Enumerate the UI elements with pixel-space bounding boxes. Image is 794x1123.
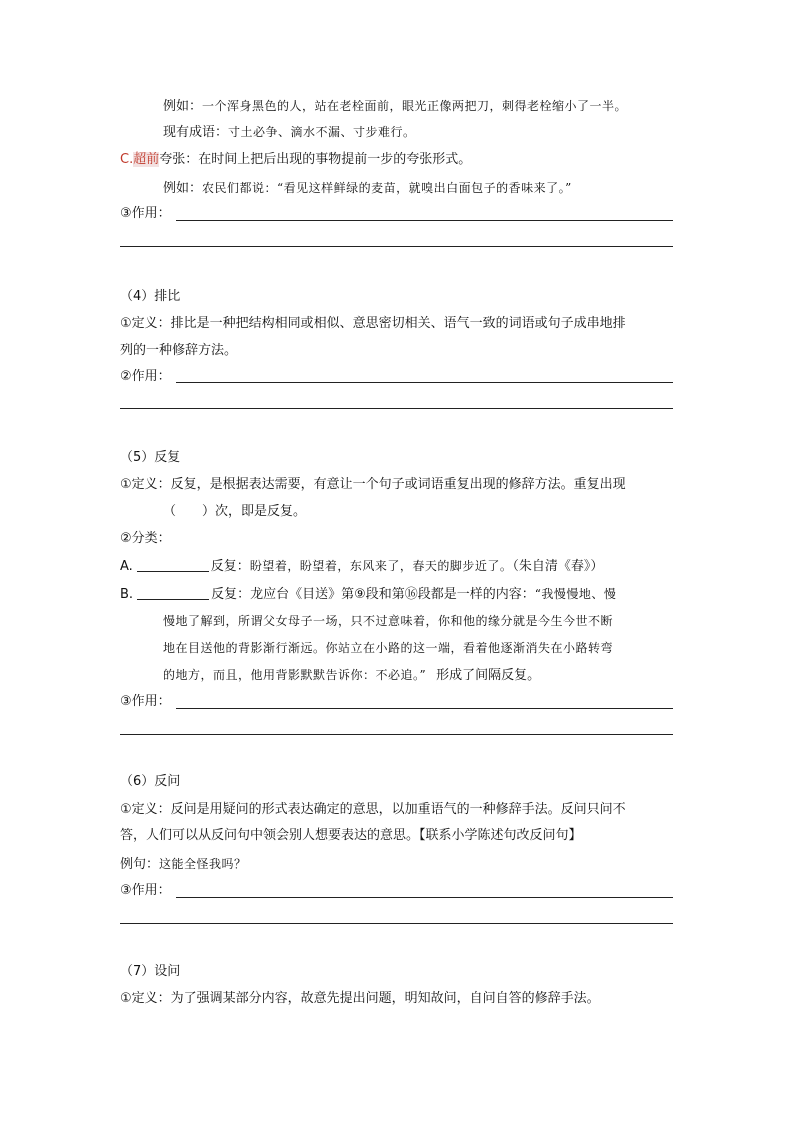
type-b-quote-line-2: 慢地了解到，所谓父女母子一场，只不过意味着，你和他的缘分就是今生今世不断 xyxy=(163,614,614,628)
hyperbole-effect-label: ③作用： xyxy=(120,206,171,221)
rhetorical-question-definition-line-2: 答，人们可以从反问句中领会别人想要表达的意思。【联系小学陈述句改反问句】 xyxy=(120,828,582,843)
type-b-letter: B. xyxy=(120,587,134,602)
repetition-effect-label: ③作用： xyxy=(120,694,171,709)
parallelism-effect-label: ②作用： xyxy=(120,369,171,384)
type-b-quote-line-4 xyxy=(163,665,540,686)
hyperbole-example-1 xyxy=(163,96,627,117)
type-a-source: （朱自清《春》） xyxy=(512,559,604,574)
type-b-quote-line-3: 地在目送他的背影渐行渐远。你站立在小路的这一端，看着他逐渐消失在小路转弯 xyxy=(163,641,614,655)
parallelism-definition-line-1: ①定义：排比是一种把结构相同或相似、意思密切相关、语气一致的词语或句子成串地排 xyxy=(120,316,626,331)
hyperbole-example-2 xyxy=(163,178,572,199)
idioms-prefix: 现有成语： xyxy=(163,125,229,140)
type-c-letter: C. xyxy=(120,152,134,167)
type-b-label: 反复：龙应台《目送》第⑨段和第⑯段都是一样的内容： xyxy=(211,587,535,602)
repetition-definition-line-1: ①定义：反复，是根据表达需要，有意让一个句子或词语重复出现的修辞方法。重复出现 xyxy=(120,477,626,492)
type-b-quote-end: 的地方，而且，他用背影默默告诉你：不必追。” xyxy=(163,668,427,682)
hypophora-definition-line-1: ①定义：为了强调某部分内容，故意先提出问题，明知故问，自问自答的修辞手法。 xyxy=(120,991,600,1006)
hyperbole-type-c xyxy=(120,150,471,170)
example-text: 农民们都说：“看见这样鲜绿的麦苗，就嗅出白面包子的香味来了。” xyxy=(202,181,572,195)
hypophora-heading: （7）设问 xyxy=(120,964,181,979)
repetition-type-a xyxy=(120,556,603,577)
hyperbole-effect-answer-line-2[interactable] xyxy=(120,246,673,247)
type-c-highlight: 超前 xyxy=(133,152,160,167)
example-prefix: 例句： xyxy=(120,857,160,872)
type-c-definition: 夸张：在时间上把后出现的事物提前一步的夸张形式。 xyxy=(159,152,472,167)
parallelism-effect-answer-line-1[interactable] xyxy=(176,382,673,383)
type-a-letter: A. xyxy=(120,559,133,574)
example-prefix: 例如： xyxy=(163,99,203,114)
hyperbole-idioms xyxy=(163,122,416,143)
rhetorical-question-effect-label: ③作用： xyxy=(120,883,171,898)
repetition-heading: （5）反复 xyxy=(120,450,181,465)
rhetorical-question-example xyxy=(120,854,247,875)
parallelism-effect-answer-line-2[interactable] xyxy=(120,408,673,409)
parallelism-heading: （4）排比 xyxy=(120,289,181,304)
repetition-type-b xyxy=(120,584,616,605)
idioms-text: 寸土必争、滴水不漏、寸步难行。 xyxy=(228,125,416,139)
example-prefix: 例如： xyxy=(163,181,203,196)
repetition-definition-line-2: （ ）次，即是反复。 xyxy=(163,504,307,519)
repetition-effect-answer-line-1[interactable] xyxy=(176,708,673,709)
type-a-blank[interactable] xyxy=(137,557,209,572)
rhetorical-question-effect-answer-line-1[interactable] xyxy=(176,897,673,898)
repetition-classify-label: ②分类： xyxy=(120,531,171,546)
example-text: 一个浑身黑色的人，站在老栓面前，眼光正像两把刀，刺得老栓缩小了一半。 xyxy=(202,99,628,113)
parallelism-definition-line-2: 列的一种修辞方法。 xyxy=(120,343,238,358)
example-text: 这能全怪我吗？ xyxy=(159,857,247,871)
type-b-quote: “我慢慢地、慢 xyxy=(534,587,617,601)
rhetorical-question-definition-line-1: ①定义：反问是用疑问的形式表达确定的意思，以加重语气的一种修辞手法。反问只问不 xyxy=(120,802,626,817)
type-b-blank[interactable] xyxy=(137,585,209,600)
rhetorical-question-heading: （6）反问 xyxy=(120,774,181,789)
type-a-example: 盼望着，盼望着，东风来了，春天的脚步近了。 xyxy=(249,559,513,573)
type-a-label: 反复： xyxy=(210,559,250,574)
rhetorical-question-effect-answer-line-2[interactable] xyxy=(120,923,673,924)
hyperbole-effect-answer-line-1[interactable] xyxy=(176,220,673,221)
repetition-effect-answer-line-2[interactable] xyxy=(120,734,673,735)
type-b-tail: 形成了间隔反复。 xyxy=(436,668,541,683)
